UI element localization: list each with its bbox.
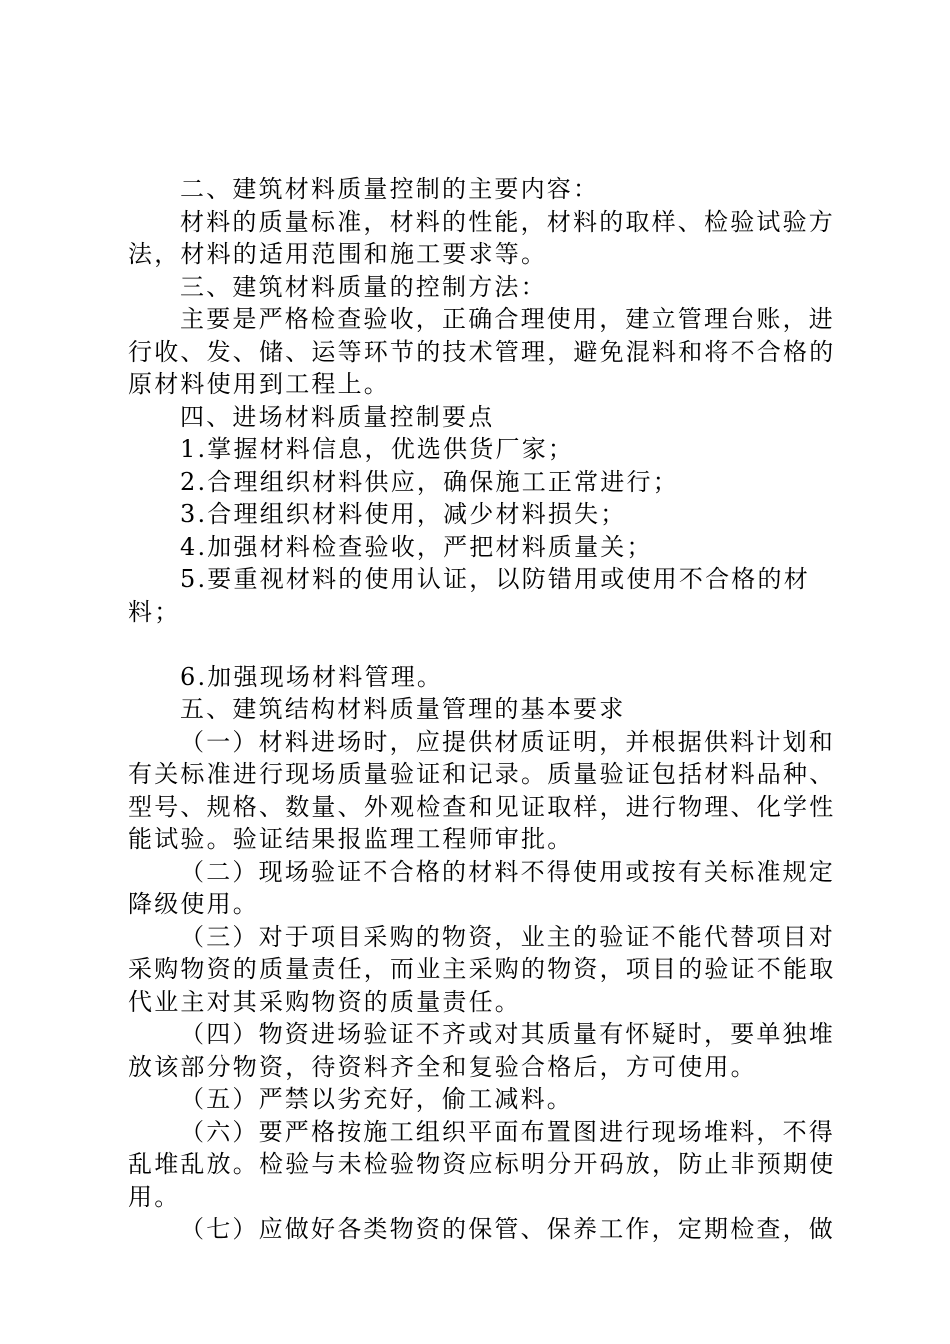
section-heading-2: 二、建筑材料质量控制的主要内容： bbox=[180, 175, 600, 203]
list-item-1: 1.掌握材料信息，优选供货厂家； bbox=[180, 435, 575, 463]
list-item-2: 2.合理组织材料供应，确保施工正常进行； bbox=[180, 467, 679, 496]
paragraph-control-methods: 主要是严格检查验收，正确合理使用，建立管理台账，进行收、发、储、运等环节的技术管理，避免混料和将不合格的原材料使用到工程上。 bbox=[128, 305, 836, 398]
blank-line bbox=[128, 628, 838, 661]
section-heading-5: 五、建筑结构材料质量管理的基本要求 bbox=[180, 695, 626, 723]
list-item-3: 3.合理组织材料使用，减少材料损失； bbox=[180, 500, 627, 528]
document-body bbox=[128, 173, 838, 1246]
requirement-3: （三）对于项目采购的物资，业主的验证不能代替项目对采购物资的质量责任，而业主采购的物资，项目的验证不能取代业主对其采购物资的质量责任。 bbox=[128, 922, 836, 1016]
list-item-6: 6.加强现场材料管理。 bbox=[180, 662, 444, 691]
paragraph-material-content: 材料的质量标准，材料的性能，材料的取样、检验试验方法，材料的适用范围和施工要求等。 bbox=[128, 207, 835, 268]
section-heading-3: 三、建筑材料质量的控制方法： bbox=[180, 272, 547, 301]
list-item-5: 5.要重视材料的使用认证，以防错用或使用不合格的材料； bbox=[128, 565, 810, 626]
section-heading-4: 四、进场材料质量控制要点 bbox=[180, 402, 495, 431]
requirement-2: （二）现场验证不合格的材料不得使用或按有关标准规定降级使用。 bbox=[128, 857, 835, 918]
requirement-4: （四）物资进场验证不齐或对其质量有怀疑时，要单独堆放该部分物资，待资料齐全和复验合格后，方可使用。 bbox=[128, 1020, 835, 1081]
requirement-1: （一）材料进场时，应提供材质证明，并根据供料计划和有关标准进行现场质量验证和记录。质量验证包括材料品种、型号、规格、数量、外观检查和见证取样，进行物理、化学性能试验。验证结果报监理工程师审批。 bbox=[128, 727, 836, 853]
list-item-4: 4.加强材料检查验收，严把材料质量关； bbox=[180, 532, 653, 561]
requirement-5: （五）严禁以劣充好，偷工减料。 bbox=[180, 1085, 573, 1113]
requirement-7: （七）应做好各类物资的保管、保养工作，定期检查，做 bbox=[180, 1215, 835, 1243]
requirement-6: （六）要严格按施工组织平面布置图进行现场堆料，不得乱堆乱放。检验与未检验物资应标明分开码放，防止非预期使用。 bbox=[128, 1117, 836, 1211]
